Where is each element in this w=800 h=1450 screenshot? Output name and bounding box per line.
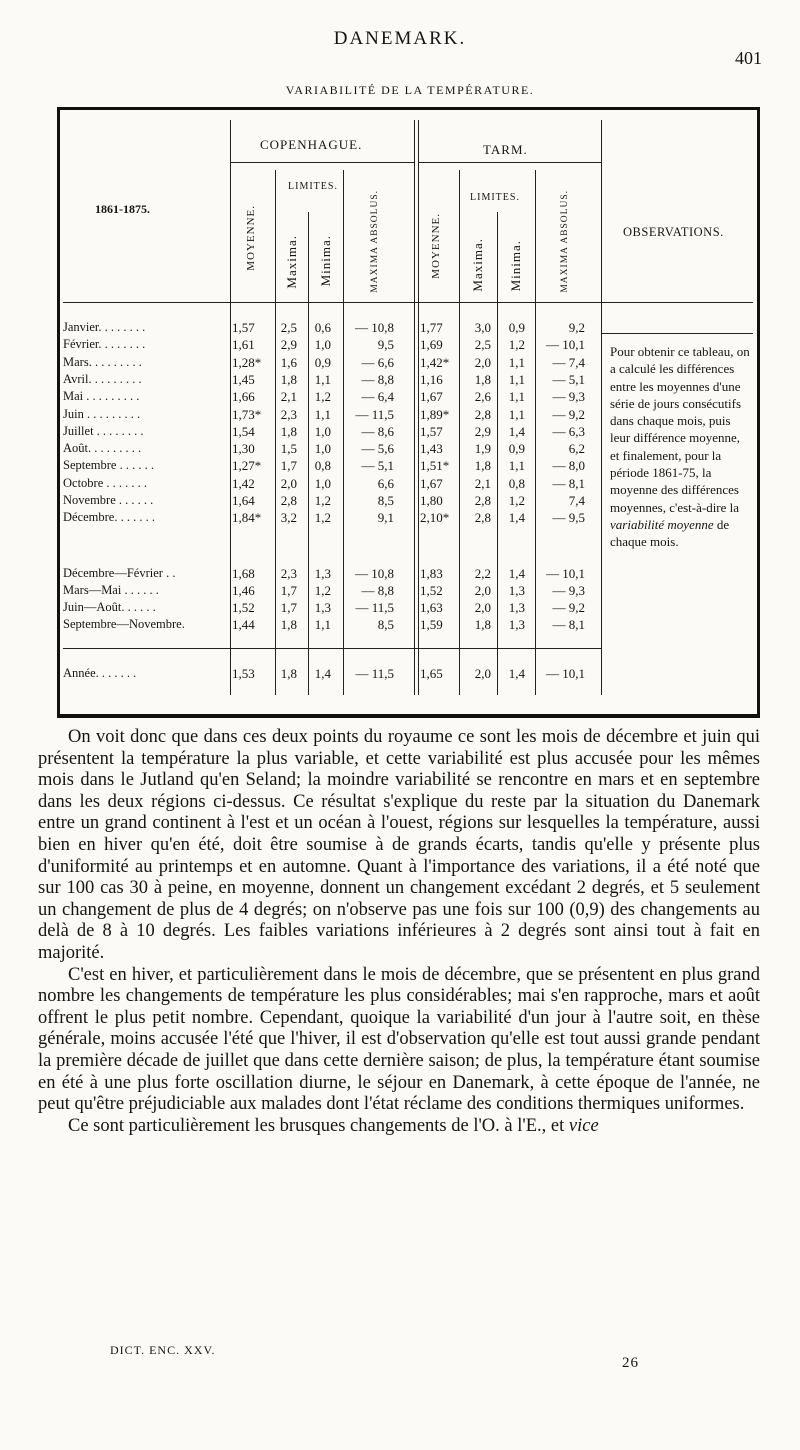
table-cell: 2,8 <box>474 510 491 526</box>
rule <box>230 120 231 695</box>
table-cell: 1,67 <box>420 475 443 491</box>
col-minima: Minima. <box>318 235 333 287</box>
table-cell: 1,1 <box>508 389 525 405</box>
table-cell: — 11,5 <box>355 406 394 422</box>
table-cell: 1,7 <box>280 583 297 598</box>
table-cell: 1,3 <box>314 566 331 581</box>
table-cell: — 6,4 <box>361 389 394 405</box>
table-cell: 1,6 <box>280 354 297 370</box>
table-cell: 9,1 <box>377 510 394 526</box>
table-cell: 2,8 <box>280 493 297 508</box>
table-cell: — 10,8 <box>355 320 394 335</box>
city-tarm: TARM. <box>483 142 528 157</box>
table-cell: 2,9 <box>280 337 297 353</box>
table-cell: — 9,2 <box>552 600 585 615</box>
observations-header: OBSERVATIONS. <box>623 225 724 239</box>
table-cell: — 10,1 <box>546 337 585 353</box>
table-cell: — 8,6 <box>361 423 394 439</box>
row-label: Mars. . . . . . . . . <box>63 354 142 369</box>
table-cell: 2,0 <box>474 354 491 370</box>
footer-signature: DICT. ENC. XXV. <box>110 1343 216 1357</box>
body-text <box>38 727 760 1137</box>
row-label: Septembre . . . . . . <box>63 458 154 473</box>
table-cell: 1,3 <box>508 600 525 615</box>
row-label: Février. . . . . . . . <box>63 337 146 352</box>
rule <box>459 170 460 695</box>
rule <box>535 170 536 695</box>
col-maxima-absolus: MAXIMA ABSOLUS. <box>560 190 570 293</box>
row-label: Juillet . . . . . . . . <box>63 423 144 438</box>
table-cell: 1,7 <box>280 458 297 474</box>
table-cell: 0,6 <box>314 320 331 335</box>
table-cell: 1,69 <box>420 337 443 353</box>
table-cell: 1,1 <box>314 406 331 422</box>
table-cell: 1,8 <box>280 617 297 632</box>
city-copenhague: COPENHAGUE. <box>260 137 363 152</box>
table-cell: 1,16 <box>420 371 443 387</box>
table-cell: — 9,3 <box>552 583 585 598</box>
row-label: Mars—Mai . . . . . . <box>63 583 159 597</box>
table-cell: 1,0 <box>314 337 331 353</box>
table-cell: — 6,6 <box>361 354 394 370</box>
table-cell: — 8,8 <box>361 583 394 598</box>
row-label: Novembre . . . . . . <box>63 493 154 507</box>
period-label: 1861-1875. <box>95 202 150 216</box>
table-cell: 1,4 <box>508 566 525 581</box>
table-cell: 6,2 <box>568 441 585 457</box>
table-cell: 1,1 <box>508 458 525 474</box>
table-cell: 2,3 <box>280 566 297 581</box>
table-cell: 2,9 <box>474 423 491 439</box>
table-cell: 1,0 <box>314 441 331 457</box>
col-maxima-absolus: MAXIMA ABSOLUS. <box>370 190 380 293</box>
table-cell: — 8,0 <box>552 458 585 474</box>
table-cell: 1,68 <box>232 566 255 581</box>
table-cell: 3,0 <box>474 320 491 335</box>
table-cell: 0,9 <box>508 441 525 457</box>
table-cell: 1,45 <box>232 371 255 387</box>
rule <box>414 120 415 695</box>
table-cell: 1,67 <box>420 389 443 405</box>
table-cell: 1,4 <box>508 666 525 681</box>
table-cell: — 9,3 <box>552 389 585 405</box>
table-cell: 1,77 <box>420 320 443 335</box>
table-cell: — 10,1 <box>546 666 585 681</box>
table-cell: 1,52 <box>420 583 443 598</box>
rule <box>601 333 753 334</box>
col-minima: Minima. <box>508 240 523 292</box>
table-cell: 1,1 <box>508 354 525 370</box>
table-cell: — 11,5 <box>355 600 394 615</box>
table-cell: 1,4 <box>508 510 525 526</box>
table-cell: 1,1 <box>314 617 331 632</box>
rule <box>275 170 276 695</box>
table-cell: 7,4 <box>568 493 585 508</box>
table-cell: 2,3 <box>280 406 297 422</box>
table-cell: 1,54 <box>232 423 255 439</box>
table-cell: — 8,8 <box>361 371 394 387</box>
table-cell: 1,84* <box>232 510 262 526</box>
table-cell: 1,30 <box>232 441 255 457</box>
table-cell: 2,2 <box>474 566 491 581</box>
table-cell: 1,3 <box>314 600 331 615</box>
table-cell: 1,1 <box>314 371 331 387</box>
table-cell: 1,8 <box>474 458 491 474</box>
table-cell: 2,0 <box>474 583 491 598</box>
table-cell: 0,9 <box>314 354 331 370</box>
table-cell: 2,6 <box>474 389 491 405</box>
page-title: DANEMARK. <box>333 28 467 49</box>
row-label: Avril. . . . . . . . . <box>63 371 142 386</box>
table-cell: 1,2 <box>314 510 331 526</box>
table-cell: 2,5 <box>280 320 297 335</box>
table-cell: 8,5 <box>377 493 394 508</box>
table-cell: — 10,1 <box>546 566 585 581</box>
paragraph: On voit donc que dans ces deux points du royaume ce sont les mois de décembre et juin qui présentent la température la plus variable, et cette variabilité est plus accusée pour les mêmes mois dans le Jutland qu'en Seland; la moindre variabilité se rencontre en mars et en septembre dans les deux régions ci-dessus. Ce résultat s'explique du reste par la situation du Danemark entre un grand continent à l'est et un océan à l'ouest, régions sur lesquelles la température, aussi bien en hiver qu'en été, doit être soumise à de grands écarts, tandis qu'elle y présente plus d'uniformité au printemps et en automne. Quant à l'importance des variations, il a été noté que sur 100 cas 30 à peine, en moyenne, donnent un changement excédant 2 degrés, et 5 seulement un changement de plus de 4 degrés; on n'observe pas une fois sur 100 (0,9) des changements au delà de 8 à 10 degrés. Les faibles variations inférieures à 2 degrés sont ainsi tout à fait en majorité. <box>38 727 760 963</box>
table-cell: 1,28* <box>232 354 262 370</box>
table-cell: 1,8 <box>280 423 297 439</box>
table-cell: 1,59 <box>420 617 443 632</box>
table-cell: — 7,4 <box>552 354 585 370</box>
table-cell: 3,2 <box>280 510 297 526</box>
table-cell: 1,80 <box>420 493 443 508</box>
table-cell: 1,83 <box>420 566 443 581</box>
row-label: Août. . . . . . . . . <box>63 441 142 456</box>
rule <box>601 120 602 695</box>
table-cell: 1,43 <box>420 441 443 457</box>
table-cell: 1,57 <box>232 320 255 335</box>
rule <box>308 212 309 695</box>
table-cell: 2,5 <box>474 337 491 353</box>
observations-text: Pour obtenir ce tableau, on a calculé les différences entre les moyennes d'une série de jours consécutifs dans chaque mois, puis leur différence moyenne, et finalement, pour la période 1861-75, la moyenne des différences moyennes, c'est-à-dire la <box>610 344 750 515</box>
rule <box>63 648 601 649</box>
col-maxima: Maxima. <box>284 235 299 289</box>
table-cell: 2,1 <box>280 389 297 405</box>
table-cell: 1,8 <box>280 371 297 387</box>
table-cell: 1,42 <box>232 475 255 491</box>
row-label: Septembre—Novembre. <box>63 617 185 631</box>
table-cell: 1,27* <box>232 458 262 474</box>
table-cell: 2,1 <box>474 475 491 491</box>
paragraph-text: Ce sont particulièrement les brusques changements de l'O. à l'E., et <box>68 1115 565 1136</box>
row-label: Décembre—Février . . <box>63 566 176 580</box>
table-cell: 2,0 <box>474 666 491 681</box>
table-cell: 1,46 <box>232 583 255 598</box>
table-cell: 1,8 <box>474 617 491 632</box>
observations-text-end: de chaque mois. <box>610 516 730 550</box>
rule <box>418 162 601 163</box>
paragraph <box>38 1116 760 1138</box>
rule <box>63 302 753 303</box>
table-cell: 1,65 <box>420 666 443 681</box>
table-cell: 2,8 <box>474 493 491 508</box>
table-cell: — 6,3 <box>552 423 585 439</box>
table-cell: — 10,8 <box>355 566 394 581</box>
table-cell: 8,5 <box>377 617 394 632</box>
table-cell: 2,8 <box>474 406 491 422</box>
row-label: Juin—Août. . . . . . <box>63 600 156 614</box>
table-cell: 9,5 <box>377 337 394 353</box>
table-cell: 1,4 <box>314 666 331 681</box>
table-cell: — 8,1 <box>552 475 585 491</box>
table-cell: 1,2 <box>314 389 331 405</box>
row-label: Octobre . . . . . . . <box>63 475 148 490</box>
row-label: Juin . . . . . . . . . <box>63 406 141 421</box>
paragraph-emphasis: vice <box>568 1115 599 1136</box>
paragraph: C'est en hiver, et particulièrement dans le mois de décembre, que se présentent en plus grand nombre les changements de température les plus considérables; mai s'en rapproche, mars et août offrent le plus petit nombre. Cependant, quoique la variabilité d'un jour à l'autre soit, en thèse générale, moins accusée l'été que l'hiver, il est d'observation qu'elle est tout aussi grande pendant la première décade de juillet que dans cette dernière saison; de plus, la température étant soumise en été à une plus forte oscillation diurne, le séjour en Danemark, à cette époque de l'année, ne peut qu'être préjudiciable aux malades dont l'état réclame des conditions thermiques uniformes. <box>38 964 760 1115</box>
table-cell: 1,2 <box>314 493 331 508</box>
table-title: VARIABILITÉ DE LA TEMPÉRATURE. <box>285 83 535 97</box>
table-cell: 1,64 <box>232 493 255 508</box>
row-label: Mai . . . . . . . . . <box>63 389 140 404</box>
table-cell: 0,9 <box>508 320 525 335</box>
col-moyenne: MOYENNE. <box>430 213 442 279</box>
limites-header: LIMITES. <box>470 192 520 203</box>
table-cell: 2,0 <box>280 475 297 491</box>
row-label: Année. . . . . . . <box>63 666 137 680</box>
table-cell: 1,73* <box>232 406 262 422</box>
rule <box>418 120 419 695</box>
table-cell: 1,5 <box>280 441 297 457</box>
table-cell: 1,0 <box>314 475 331 491</box>
observations-emphasis: variabilité moyenne <box>610 516 714 532</box>
table-cell: 9,2 <box>568 320 585 335</box>
table-cell: 1,57 <box>420 423 443 439</box>
table-cell: — 11,5 <box>355 666 394 681</box>
table-cell: 1,51* <box>420 458 450 474</box>
table-cell: 0,8 <box>508 475 525 491</box>
table-cell: 0,8 <box>314 458 331 474</box>
table-cell: 1,7 <box>280 600 297 615</box>
table-cell: 1,53 <box>232 666 255 681</box>
table-cell: 2,0 <box>474 600 491 615</box>
table-cell: 1,44 <box>232 617 255 632</box>
table-cell: 1,89* <box>420 406 450 422</box>
table-cell: — 5,1 <box>552 371 585 387</box>
table-cell: 1,66 <box>232 389 255 405</box>
table-cell: 1,1 <box>508 371 525 387</box>
rule <box>343 170 344 695</box>
table-cell: 1,42* <box>420 354 450 370</box>
table-cell: 1,3 <box>508 583 525 598</box>
col-maxima: Maxima. <box>470 238 485 292</box>
table-cell: 1,61 <box>232 337 255 353</box>
observations-note <box>610 343 752 551</box>
table-cell: 1,1 <box>508 406 525 422</box>
table-cell: 6,6 <box>377 475 394 491</box>
page-number: 401 <box>735 48 762 68</box>
table-cell: 1,8 <box>280 666 297 681</box>
table-cell: 1,63 <box>420 600 443 615</box>
table-cell: — 5,6 <box>361 441 394 457</box>
row-label: Décembre. . . . . . . <box>63 510 155 525</box>
table-cell: 1,4 <box>508 423 525 439</box>
table-cell: — 5,1 <box>361 458 394 474</box>
table-cell: 1,52 <box>232 600 255 615</box>
table-cell: 1,0 <box>314 423 331 439</box>
table-cell: — 8,1 <box>552 617 585 632</box>
limites-header: LIMITES. <box>288 181 338 192</box>
table-cell: 1,2 <box>508 493 525 508</box>
table-cell: 1,2 <box>314 583 331 598</box>
table-cell: 1,2 <box>508 337 525 353</box>
table-cell: 1,9 <box>474 441 491 457</box>
table-cell: 2,10* <box>420 510 450 526</box>
table-cell: 1,3 <box>508 617 525 632</box>
col-moyenne: MOYENNE. <box>245 205 257 271</box>
rule <box>497 212 498 695</box>
table-cell: — 9,2 <box>552 406 585 422</box>
table-cell: — 9,5 <box>552 510 585 526</box>
footer-sheet-number: 26 <box>622 1355 639 1371</box>
row-label: Janvier. . . . . . . . <box>63 320 146 334</box>
table-cell: 1,8 <box>474 371 491 387</box>
rule <box>230 162 414 163</box>
